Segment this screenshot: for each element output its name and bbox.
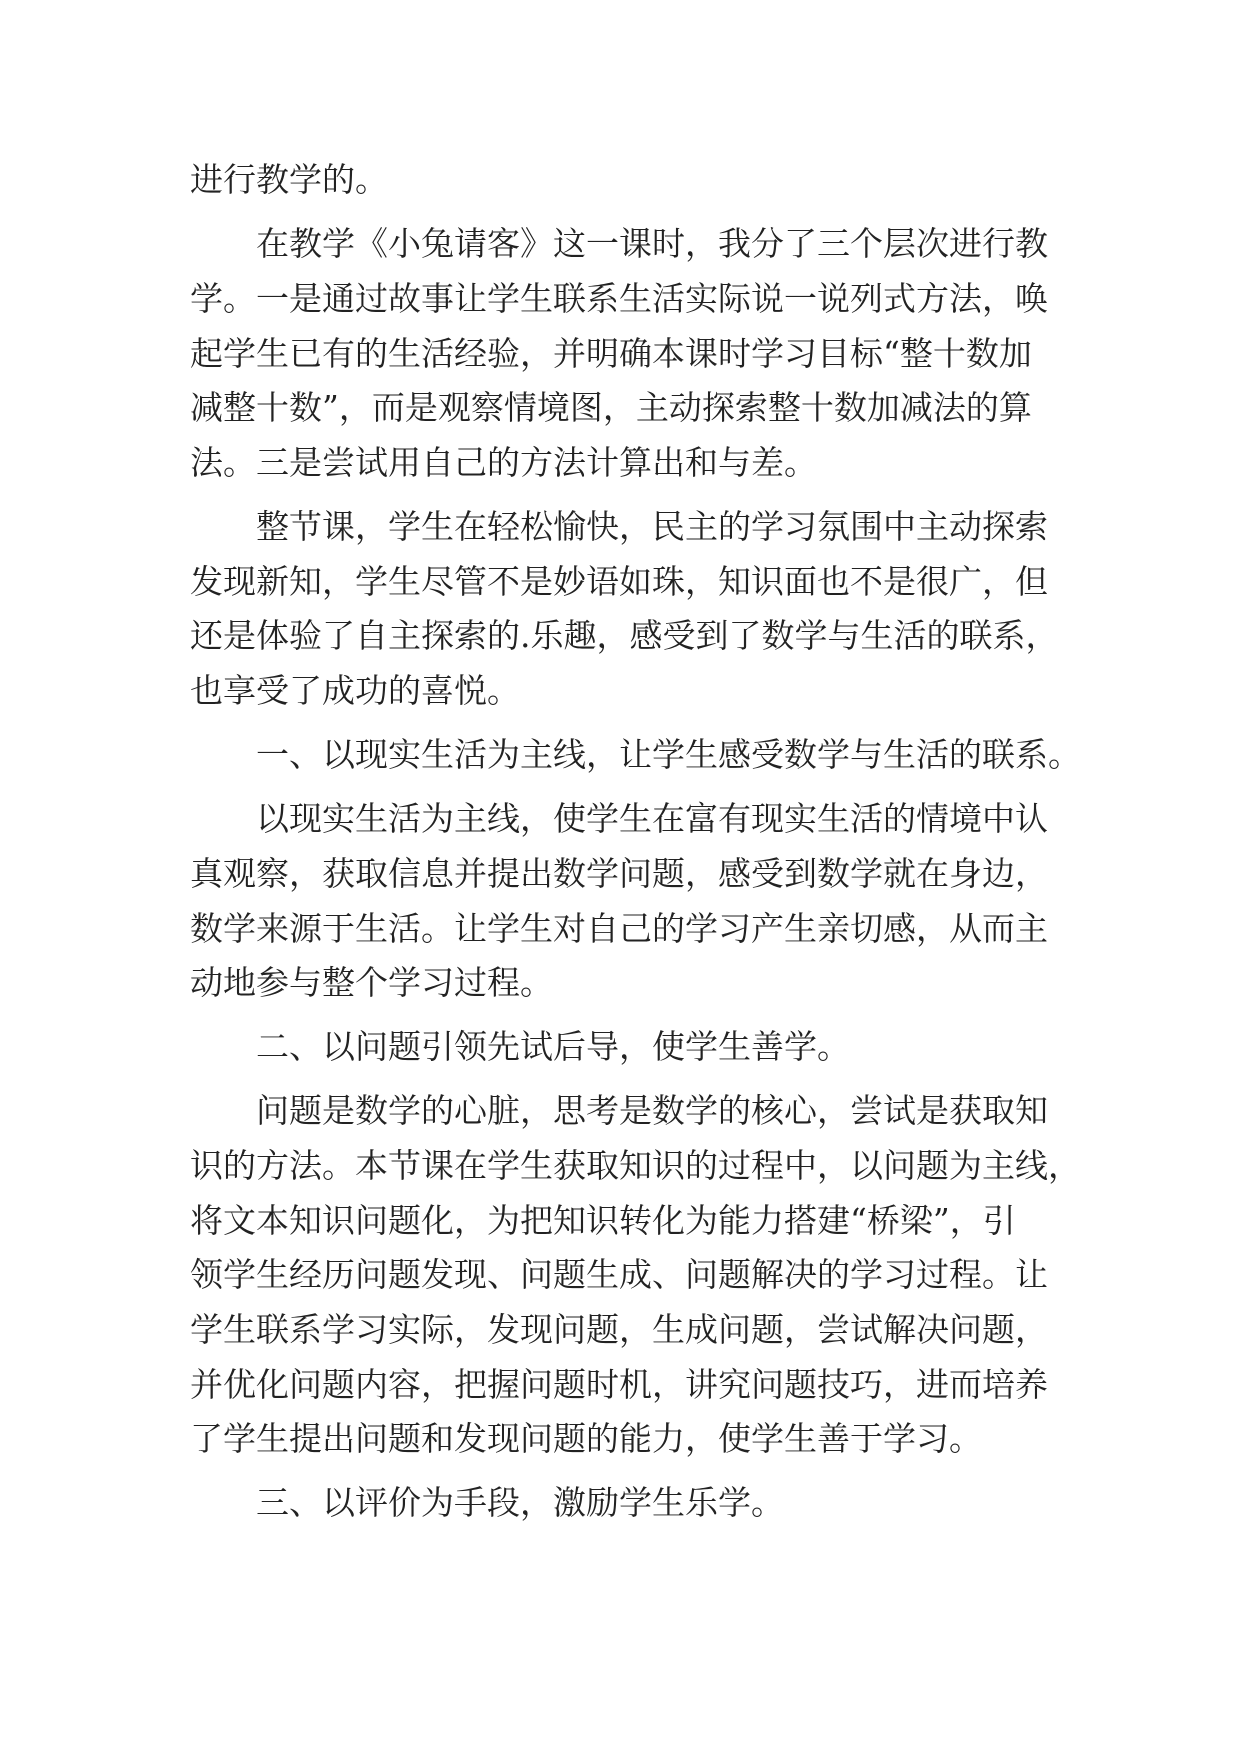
paragraph-start-line: 在教学《小兔请客》这一课时，我分了三个层次进行教	[256, 224, 1048, 263]
text-line: 学。一是通过故事让学生联系生活实际说一说列式方法，唤	[190, 279, 1048, 318]
text-line: 也享受了成功的喜悦。	[190, 671, 520, 710]
text-line: 真观察，获取信息并提出数学问题，感受到数学就在身边，	[190, 854, 1048, 893]
text-line: 还是体验了自主探索的.乐趣，感受到了数学与生活的联系，	[190, 616, 1059, 655]
text-line: 识的方法。本节课在学生获取知识的过程中，以问题为主线，	[190, 1146, 1081, 1185]
paragraph-start-line: 问题是数学的心脏，思考是数学的核心，尝试是获取知	[256, 1091, 1048, 1130]
text-line: 数学来源于生活。让学生对自己的学习产生亲切感，从而主	[190, 909, 1048, 948]
text-line: 了学生提出问题和发现问题的能力，使学生善于学习。	[190, 1419, 982, 1458]
text-line: 并优化问题内容，把握问题时机，讲究问题技巧，进而培养	[190, 1365, 1048, 1404]
paragraph-start-line: 整节课，学生在轻松愉快，民主的学习氛围中主动探索	[256, 507, 1048, 546]
text-line: 发现新知，学生尽管不是妙语如珠，知识面也不是很广，但	[190, 562, 1048, 601]
text-line: 减整十数”，而是观察情境图，主动探索整十数加减法的算	[190, 388, 1032, 427]
text-line: 将文本知识问题化，为把知识转化为能力搭建“桥梁”，引	[190, 1201, 1016, 1240]
section-heading-2: 二、以问题引领先试后导，使学生善学。	[256, 1027, 850, 1066]
section-heading-3: 三、以评价为手段，激励学生乐学。	[256, 1483, 784, 1522]
text-line: 学生联系学习实际，发现问题，生成问题，尝试解决问题，	[190, 1310, 1048, 1349]
text-line: 起学生已有的生活经验，并明确本课时学习目标“整十数加	[190, 334, 1032, 373]
text-line: 进行教学的。	[190, 160, 388, 199]
text-line: 动地参与整个学习过程。	[190, 963, 553, 1002]
section-heading-1: 一、以现实生活为主线，让学生感受数学与生活的联系。	[256, 735, 1081, 774]
paragraph-start-line: 以现实生活为主线，使学生在富有现实生活的情境中认	[256, 799, 1048, 838]
text-line: 领学生经历问题发现、问题生成、问题解决的学习过程。让	[190, 1255, 1048, 1294]
text-line: 法。三是尝试用自己的方法计算出和与差。	[190, 443, 817, 482]
